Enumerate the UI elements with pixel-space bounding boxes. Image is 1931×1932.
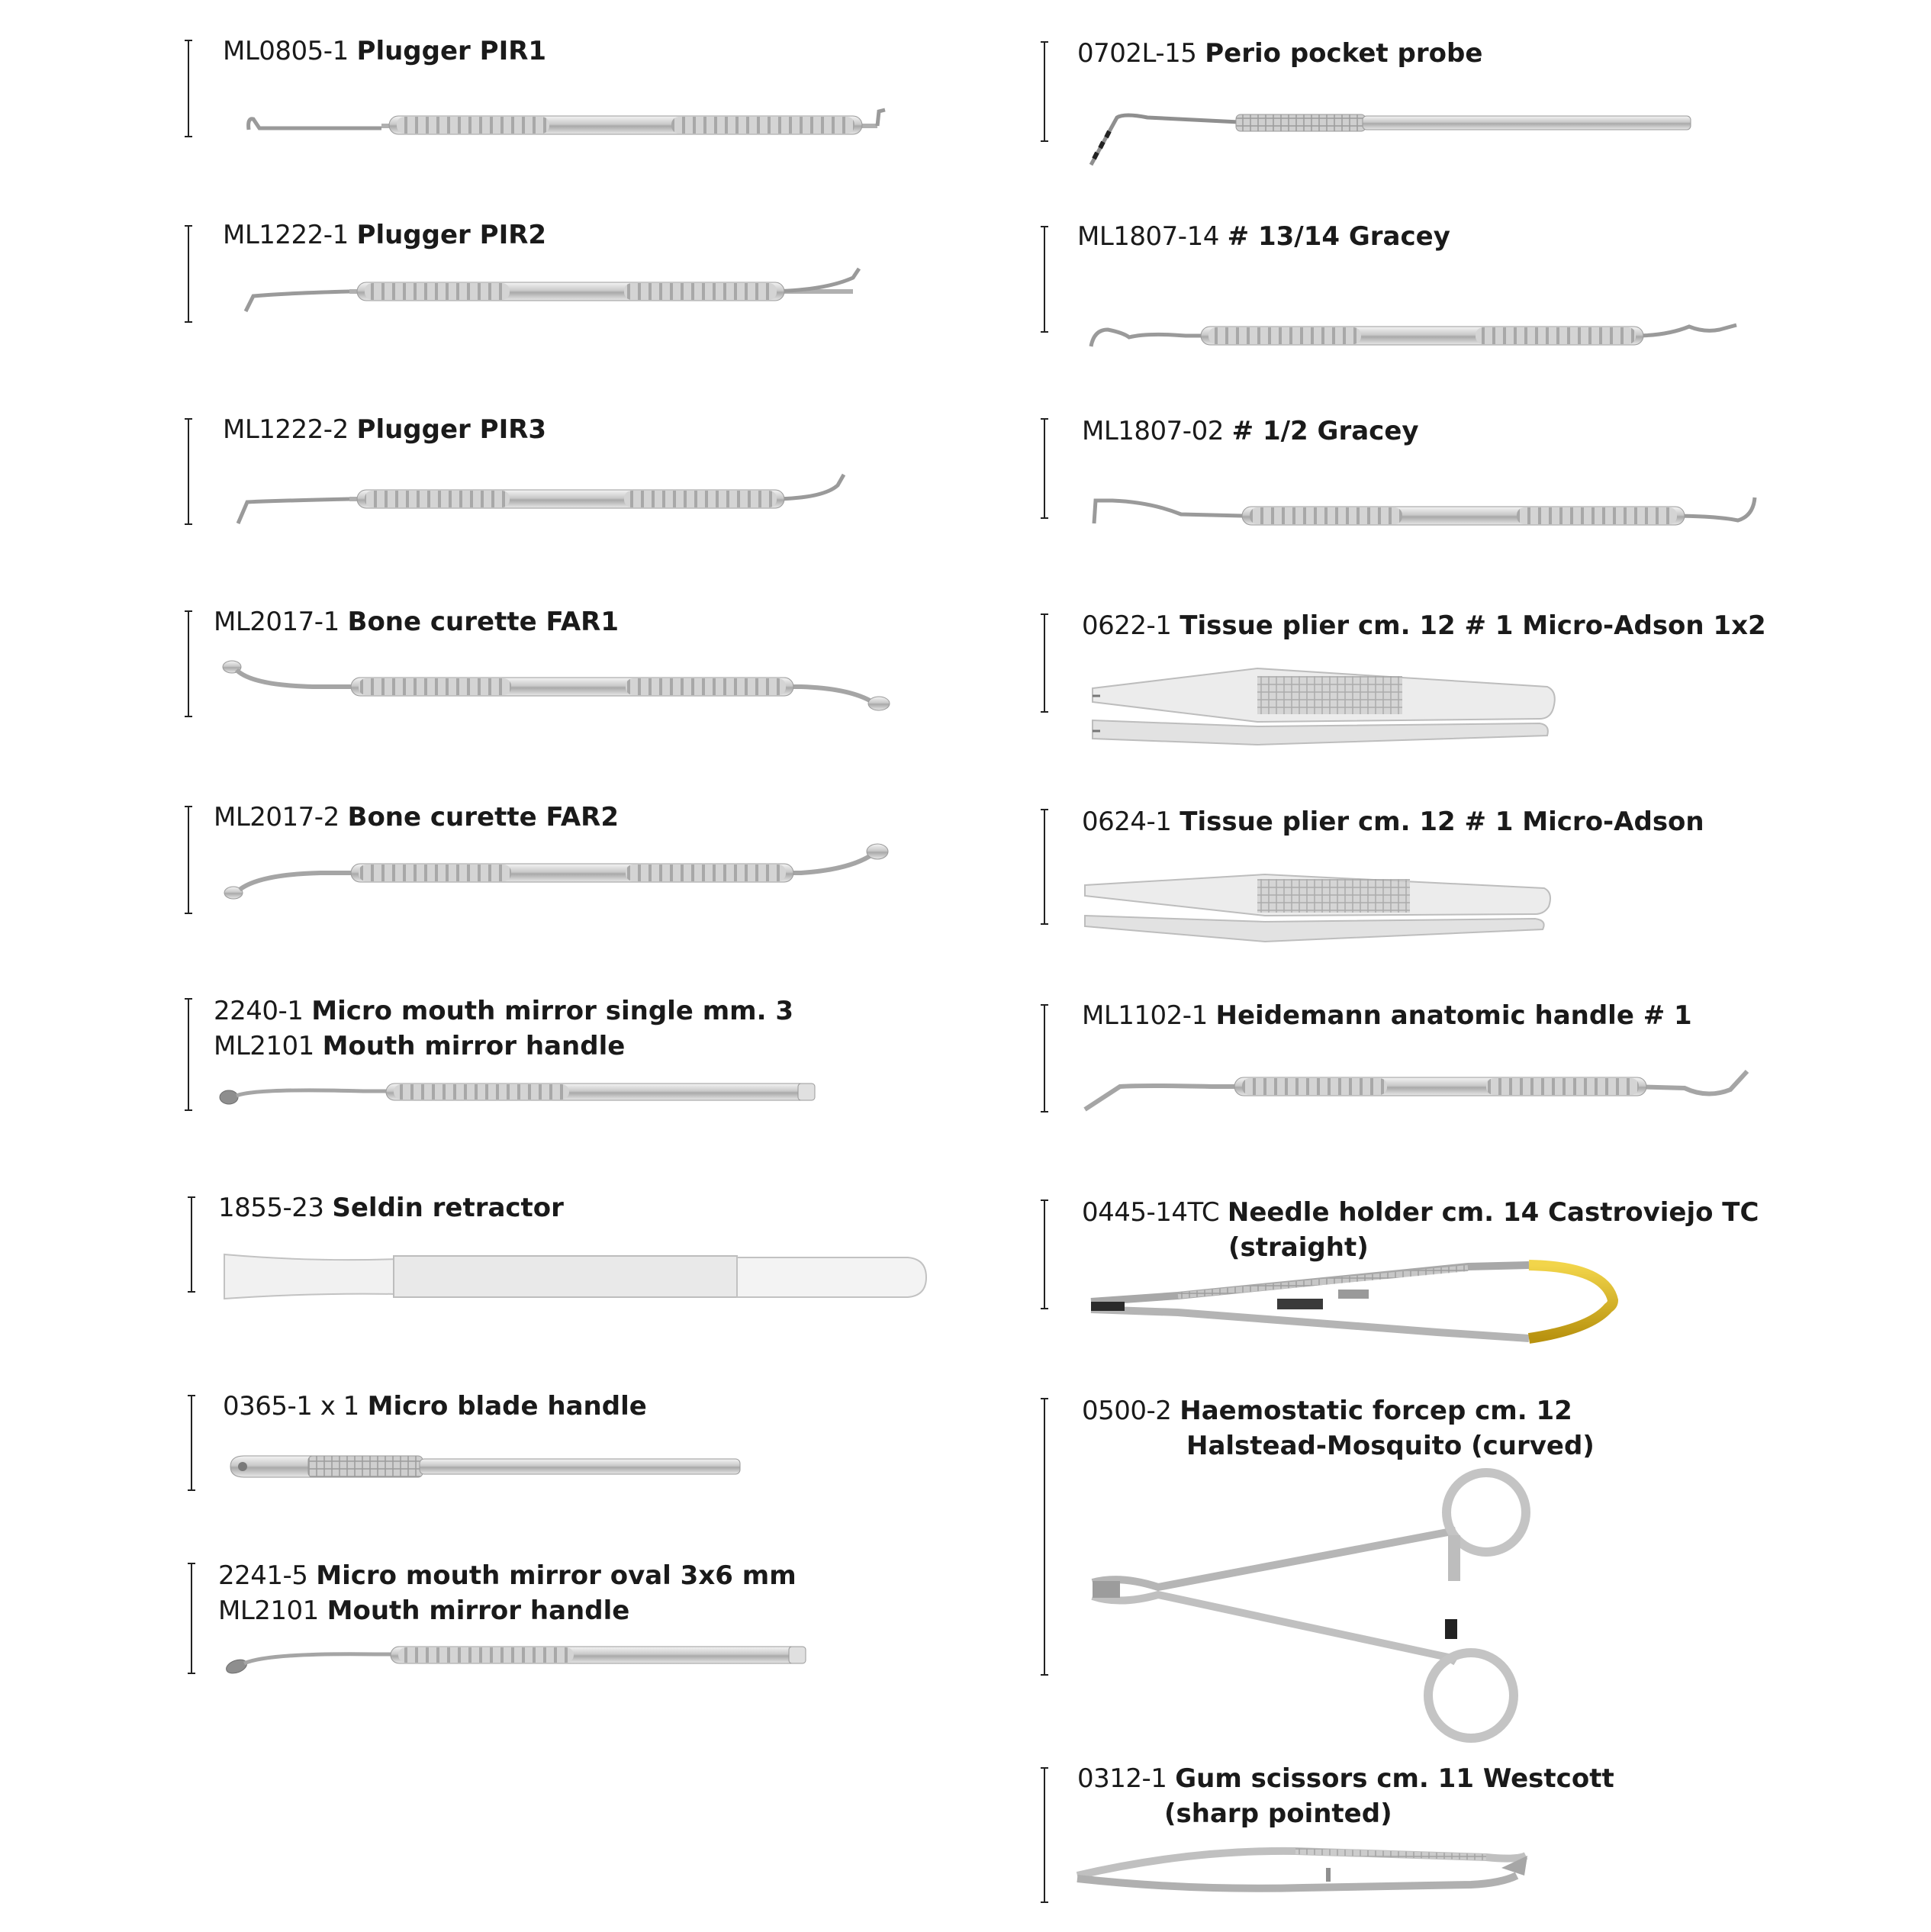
product-label [1082,998,1692,1033]
double-ended-curette-icon [221,658,893,719]
product-code: 0445-14TC [1082,1197,1220,1228]
product-name-secondary: Mouth mirror handle [327,1596,630,1626]
perio-probe-icon [1086,99,1697,168]
product-label [1082,414,1419,449]
bracket [1044,809,1051,925]
bracket [1044,226,1051,333]
bracket [188,998,195,1111]
bracket [1044,418,1051,519]
product-name-secondary: (straight) [1228,1232,1369,1263]
product-name: # 1/2 Gracey [1231,416,1419,446]
product-name: Bone curette FAR1 [347,607,619,637]
product-name: Heidemann anatomic handle # 1 [1215,1000,1692,1031]
product-code: ML2017-1 [214,607,340,637]
gracey-curette-icon [1086,310,1743,356]
heidemann-handle-icon [1082,1065,1753,1120]
product-label [223,1389,647,1424]
double-ended-plugger-icon [243,266,868,319]
product-code: ML0805-1 [223,36,349,66]
gum-scissors-icon [1074,1845,1532,1898]
double-ended-curette-icon [221,839,893,900]
bracket [188,610,195,717]
product-label [1082,1195,1759,1265]
blade-handle-icon [229,1450,748,1483]
product-name: Micro mouth mirror single mm. 3 [311,996,793,1026]
bracket [1044,1004,1051,1113]
product-name: Tissue plier cm. 12 # 1 Micro-Adson [1180,807,1704,837]
product-code: ML1807-02 [1082,416,1224,446]
product-name: Plugger PIR2 [356,220,547,250]
tissue-plier-icon [1082,868,1563,945]
product-name: Seldin retractor [332,1193,564,1223]
product-name: Micro mouth mirror oval 3x6 mm [316,1560,797,1591]
product-code: 0624-1 [1082,807,1172,837]
product-label [1082,608,1766,643]
gracey-curette-icon [1089,493,1761,539]
product-label [214,993,793,1064]
product-name: Micro blade handle [367,1391,647,1422]
mouth-mirror-icon [223,1641,818,1679]
product-name: Plugger PIR3 [356,414,547,445]
product-name: Needle holder cm. 14 Castroviejo TC [1227,1197,1759,1228]
bracket [188,806,195,914]
bracket [1044,1398,1051,1676]
bracket [1044,613,1051,713]
haemostatic-forcep-icon [1089,1467,1578,1757]
product-code: ML2017-2 [214,802,340,832]
retractor-icon [221,1251,931,1302]
product-code: 0312-1 [1077,1763,1167,1794]
product-label [223,34,546,69]
product-code: 2241-5 [218,1560,308,1591]
product-code-secondary: ML2101 [218,1596,319,1626]
product-name: Gum scissors cm. 11 Westcott [1175,1763,1614,1794]
product-code: ML1807-14 [1077,221,1219,252]
tissue-plier-icon [1089,665,1563,749]
product-code: 0500-2 [1082,1396,1172,1426]
product-code: ML1222-2 [223,414,349,445]
bracket [191,1395,198,1491]
product-label [1077,36,1482,71]
product-name-secondary: Mouth mirror handle [322,1031,626,1061]
product-name: Plugger PIR1 [356,36,547,66]
needle-holder-icon [1086,1259,1636,1351]
product-code: 1855-23 [218,1193,324,1223]
product-name: Perio pocket probe [1205,38,1483,69]
product-label [214,800,619,835]
bracket [191,1196,198,1293]
product-label [223,217,546,253]
mouth-mirror-icon [218,1074,829,1113]
product-name-secondary: (sharp pointed) [1164,1798,1392,1829]
bracket [1044,41,1051,142]
double-ended-plugger-icon [244,107,885,145]
product-code: 0365-1 x 1 [223,1391,359,1422]
bracket [1044,1767,1051,1903]
product-name: Tissue plier cm. 12 # 1 Micro-Adson 1x2 [1180,610,1766,641]
product-code: 2240-1 [214,996,304,1026]
bracket [1044,1199,1051,1309]
product-label [1082,804,1704,839]
product-name-secondary: Halstead-Mosquito (curved) [1186,1431,1595,1461]
bracket [188,40,195,137]
product-label [223,412,546,447]
product-code: ML1222-1 [223,220,349,250]
bracket [191,1563,198,1674]
product-code: 0622-1 [1082,610,1172,641]
product-code-secondary: ML2101 [214,1031,314,1061]
product-name: # 13/14 Gracey [1227,221,1450,252]
product-name: Haemostatic forcep cm. 12 [1180,1396,1572,1426]
product-label [218,1558,797,1628]
product-label [214,604,619,639]
product-label [1077,219,1450,254]
product-label [218,1190,564,1225]
product-label [1082,1393,1595,1463]
bracket [188,418,195,525]
bracket [188,225,195,323]
double-ended-plugger-icon [235,470,861,531]
product-code: 0702L-15 [1077,38,1197,69]
product-label [1077,1761,1614,1831]
product-name: Bone curette FAR2 [347,802,619,832]
product-code: ML1102-1 [1082,1000,1208,1031]
